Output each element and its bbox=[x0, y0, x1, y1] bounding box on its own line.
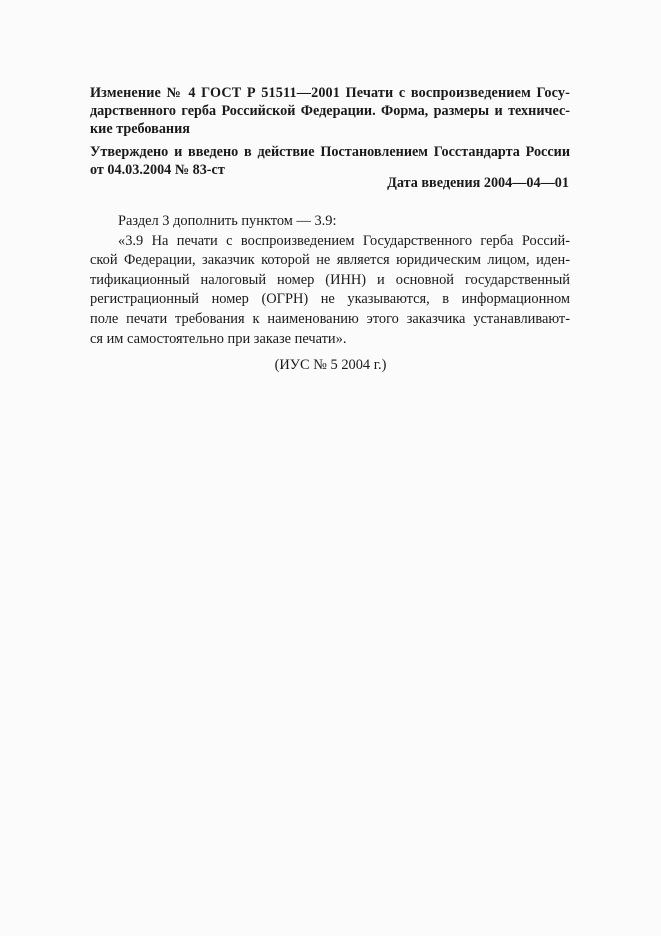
body-line: ской Федерации, заказчик которой не является юридическим лицом, иден- bbox=[90, 252, 570, 269]
title-line: Изменение № 4 ГОСТ Р 51511—2001 Печати с воспроизведением Госу- bbox=[90, 85, 570, 101]
source-reference: (ИУС № 5 2004 г.) bbox=[274, 357, 387, 373]
effective-date: Дата введения 2004—04—01 bbox=[387, 175, 569, 191]
document-heading bbox=[90, 84, 570, 179]
approval-line: от 04.03.2004 № 83-ст bbox=[90, 162, 225, 178]
body-line: тификационный налоговый номер (ИНН) и основной государственный bbox=[90, 271, 570, 288]
approval-line: Утверждено и введено в действие Постановлением Госстандарта России bbox=[90, 144, 570, 160]
title-line: кие требования bbox=[90, 121, 190, 137]
body-line: регистрационный номер (ОГРН) не указываются, в информационном bbox=[90, 291, 570, 308]
document-body bbox=[90, 212, 570, 349]
title-line: дарственного герба Российской Федерации. Форма, размеры и техничес- bbox=[90, 103, 570, 119]
body-line: «3.9 На печати с воспроизведением Государственного герба Россий- bbox=[118, 232, 570, 249]
body-line: Раздел 3 дополнить пунктом — 3.9: bbox=[118, 213, 337, 229]
body-line: поле печати требования к наименованию этого заказчика устанавливают- bbox=[90, 310, 570, 327]
body-line: ся им самостоятельно при заказе печати». bbox=[90, 330, 347, 347]
